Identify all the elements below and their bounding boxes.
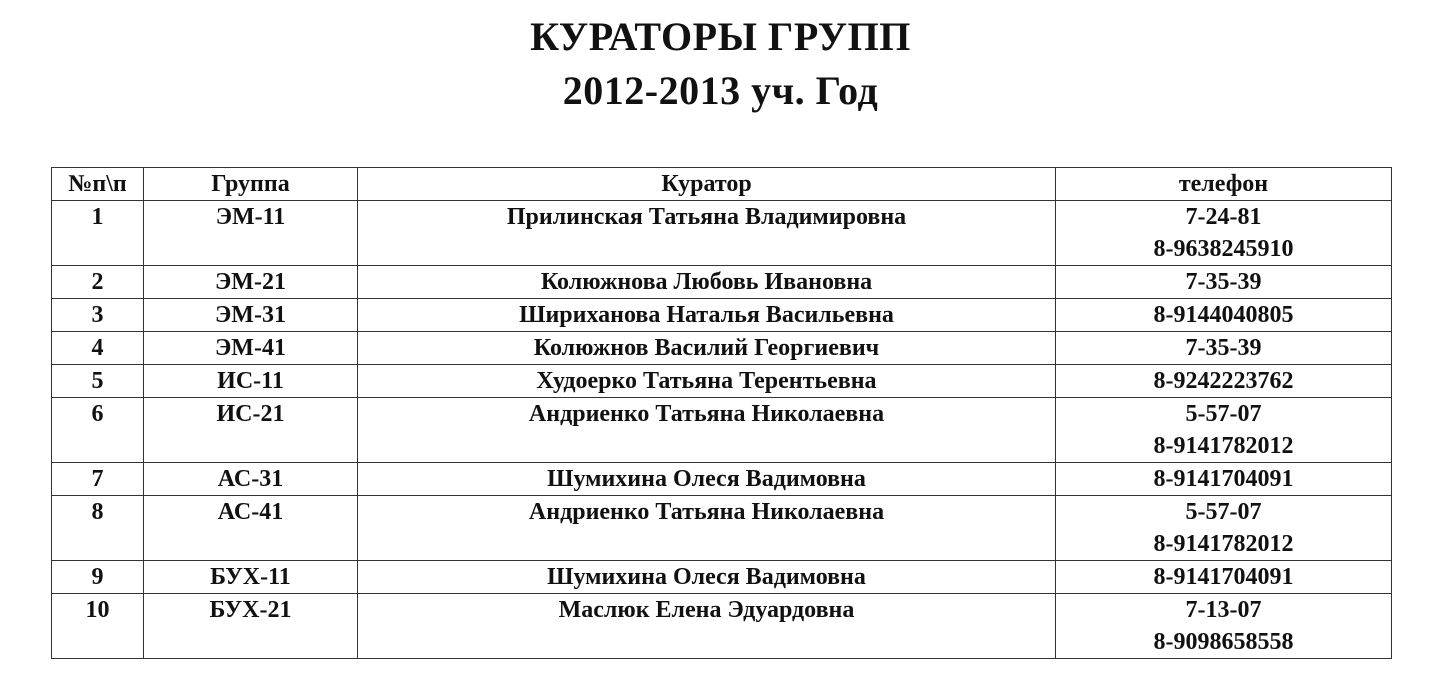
phone-cell xyxy=(1056,299,1392,332)
table-row xyxy=(52,365,1392,398)
row-number: 4 xyxy=(52,332,144,365)
row-number: 10 xyxy=(52,594,144,659)
curator-cell: Колюжнова Любовь Ивановна xyxy=(358,266,1056,299)
row-number: 1 xyxy=(52,201,144,266)
header-curator: Куратор xyxy=(358,168,1056,201)
curator-cell: Прилинская Татьяна Владимировна xyxy=(358,201,1056,266)
curator-cell: Андриенко Татьяна Николаевна xyxy=(358,496,1056,561)
phone-cell xyxy=(1056,266,1392,299)
table-row xyxy=(52,299,1392,332)
phone-number: 8-9141704091 xyxy=(1153,564,1294,590)
group-cell: БУХ-21 xyxy=(144,594,358,659)
table-row xyxy=(52,332,1392,365)
row-number: 7 xyxy=(52,463,144,496)
phone-number: 8-9141782012 xyxy=(1153,531,1294,557)
curator-cell: Колюжнов Василий Георгиевич xyxy=(358,332,1056,365)
table-row xyxy=(52,496,1392,561)
document-title: КУРАТОРЫ ГРУПП xyxy=(530,14,911,59)
table-row xyxy=(52,201,1392,266)
table-row xyxy=(52,594,1392,659)
group-cell: АС-41 xyxy=(144,496,358,561)
row-number: 8 xyxy=(52,496,144,561)
phone-number: 7-24-81 xyxy=(1185,204,1262,230)
curator-cell: Шириханова Наталья Васильевна xyxy=(358,299,1056,332)
phone-number: 7-13-07 xyxy=(1185,597,1262,623)
phone-number: 8-9638245910 xyxy=(1153,236,1294,262)
phone-cell xyxy=(1056,332,1392,365)
phone-number: 5-57-07 xyxy=(1185,499,1262,525)
group-cell: ЭМ-11 xyxy=(144,201,358,266)
phone-cell xyxy=(1056,201,1392,266)
row-number: 3 xyxy=(52,299,144,332)
group-cell: ИС-11 xyxy=(144,365,358,398)
phone-cell xyxy=(1056,561,1392,594)
curator-cell: Маслюк Елена Эдуардовна xyxy=(358,594,1056,659)
row-number: 6 xyxy=(52,398,144,463)
header-phone: телефон xyxy=(1056,168,1392,201)
phone-number: 5-57-07 xyxy=(1185,401,1262,427)
group-cell: ЭМ-31 xyxy=(144,299,358,332)
academic-year-title: 2012-2013 уч. Год xyxy=(562,68,879,113)
phone-cell xyxy=(1056,463,1392,496)
curator-cell: Худоерко Татьяна Терентьевна xyxy=(358,365,1056,398)
table-header xyxy=(52,168,1392,201)
curator-cell: Андриенко Татьяна Николаевна xyxy=(358,398,1056,463)
row-number: 9 xyxy=(52,561,144,594)
phone-number: 8-9144040805 xyxy=(1153,302,1294,328)
phone-number: 7-35-39 xyxy=(1185,269,1262,295)
header-group: Группа xyxy=(144,168,358,201)
phone-number: 8-9242223762 xyxy=(1153,368,1294,394)
table-row xyxy=(52,561,1392,594)
table-body xyxy=(52,201,1392,659)
phone-number: 8-9098658558 xyxy=(1153,629,1294,655)
table-row xyxy=(52,398,1392,463)
header-number: №п\п xyxy=(52,168,144,201)
group-cell: БУХ-11 xyxy=(144,561,358,594)
phone-cell xyxy=(1056,496,1392,561)
row-number: 5 xyxy=(52,365,144,398)
curator-cell: Шумихина Олеся Вадимовна xyxy=(358,561,1056,594)
phone-number: 8-9141782012 xyxy=(1153,433,1294,459)
row-number: 2 xyxy=(52,266,144,299)
group-cell: АС-31 xyxy=(144,463,358,496)
phone-cell xyxy=(1056,398,1392,463)
phone-number: 8-9141704091 xyxy=(1153,466,1294,492)
phone-cell xyxy=(1056,594,1392,659)
phone-number: 7-35-39 xyxy=(1185,335,1262,361)
group-cell: ИС-21 xyxy=(144,398,358,463)
group-cell: ЭМ-21 xyxy=(144,266,358,299)
curator-cell: Шумихина Олеся Вадимовна xyxy=(358,463,1056,496)
curators-table xyxy=(51,167,1392,659)
header-row xyxy=(52,168,1392,201)
group-cell: ЭМ-41 xyxy=(144,332,358,365)
table-row xyxy=(52,463,1392,496)
phone-cell xyxy=(1056,365,1392,398)
table-row xyxy=(52,266,1392,299)
